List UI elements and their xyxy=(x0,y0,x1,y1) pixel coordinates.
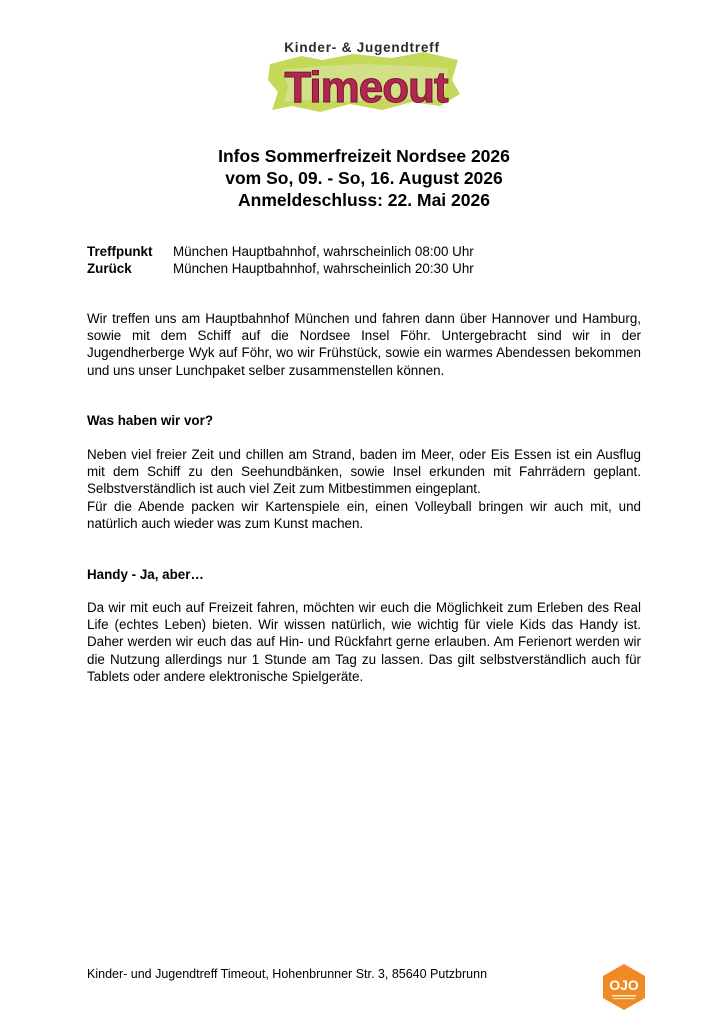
meeting-label: Zurück xyxy=(87,261,132,276)
title-line-1: Infos Sommerfreizeit Nordsee 2026 xyxy=(218,146,510,166)
timeout-logo-graphic xyxy=(262,36,466,120)
logo-top-text: Kinder- & Jugendtreff xyxy=(284,40,440,55)
section-heading-handy: Handy - Ja, aber… xyxy=(87,567,204,582)
section-heading-plans: Was haben wir vor? xyxy=(87,413,213,428)
meeting-row-zurueck xyxy=(87,260,474,277)
title-line-3: Anmeldeschluss: 22. Mai 2026 xyxy=(238,190,490,210)
meeting-value: München Hauptbahnhof, wahrscheinlich 08:00 Uhr xyxy=(173,244,474,259)
footer-address: Kinder- und Jugendtreff Timeout, Hohenbrunner Str. 3, 85640 Putzbrunn xyxy=(87,967,488,981)
ojo-caption-line-2 xyxy=(613,998,635,999)
meeting-value: München Hauptbahnhof, wahrscheinlich 20:30 Uhr xyxy=(173,261,474,276)
logo-main-text: Timeout xyxy=(284,63,448,112)
ojo-caption-line-1 xyxy=(612,995,636,997)
ojo-logo xyxy=(600,963,648,1011)
handy-paragraph: Da wir mit euch auf Freizeit fahren, möchten wir euch die Möglichkeit zum Erleben des Real Life (echtes Leben) bieten. Wir wissen natürlich, wie wichtig für viele Kids das Handy ist. Daher werden wir euch das auf Hin- und Rückfahrt gerne erlauben. Am Ferienort werden wir die Nutzung allerdings nur 1 Stunde am Tag zu lassen. Das gilt selbstverständlich auch für Tablets oder andere elektronische Spielgeräte. xyxy=(87,600,641,684)
title-line-2: vom So, 09. - So, 16. August 2026 xyxy=(225,168,503,188)
meeting-row-treffpunkt xyxy=(87,243,474,260)
intro-paragraph: Wir treffen uns am Hauptbahnhof München und fahren dann über Hannover und Hamburg, sowie mit dem Schiff auf die Nordsee Insel Föhr. Untergebracht sind wir in der Jugendherberge Wyk auf Föhr, wo wir Frühstück, sowie ein warmes Abendessen bekommen und uns unser Lunchpaket selber zusammenstellen können. xyxy=(87,311,641,378)
ojo-text: OJO xyxy=(609,977,639,993)
plans-paragraph xyxy=(87,446,641,532)
ojo-badge-icon xyxy=(600,963,648,1011)
plans-paragraph-2: Für die Abende packen wir Kartenspiele ein, einen Volleyball bringen wir auch mit, und natürlich auch wieder was zum Kunst machen. xyxy=(87,498,641,531)
meeting-label: Treffpunkt xyxy=(87,244,153,259)
timeout-logo xyxy=(262,36,466,120)
plans-paragraph-1: Neben viel freier Zeit und chillen am Strand, baden im Meer, oder Eis Essen ist ein Ausflug mit dem Schiff zu den Seehundbänken, sowie Insel erkunden mit Fahrrädern geplant. Selbstverständlich ist auch viel Zeit zum Mitbestimmen eingeplant. xyxy=(87,447,641,497)
